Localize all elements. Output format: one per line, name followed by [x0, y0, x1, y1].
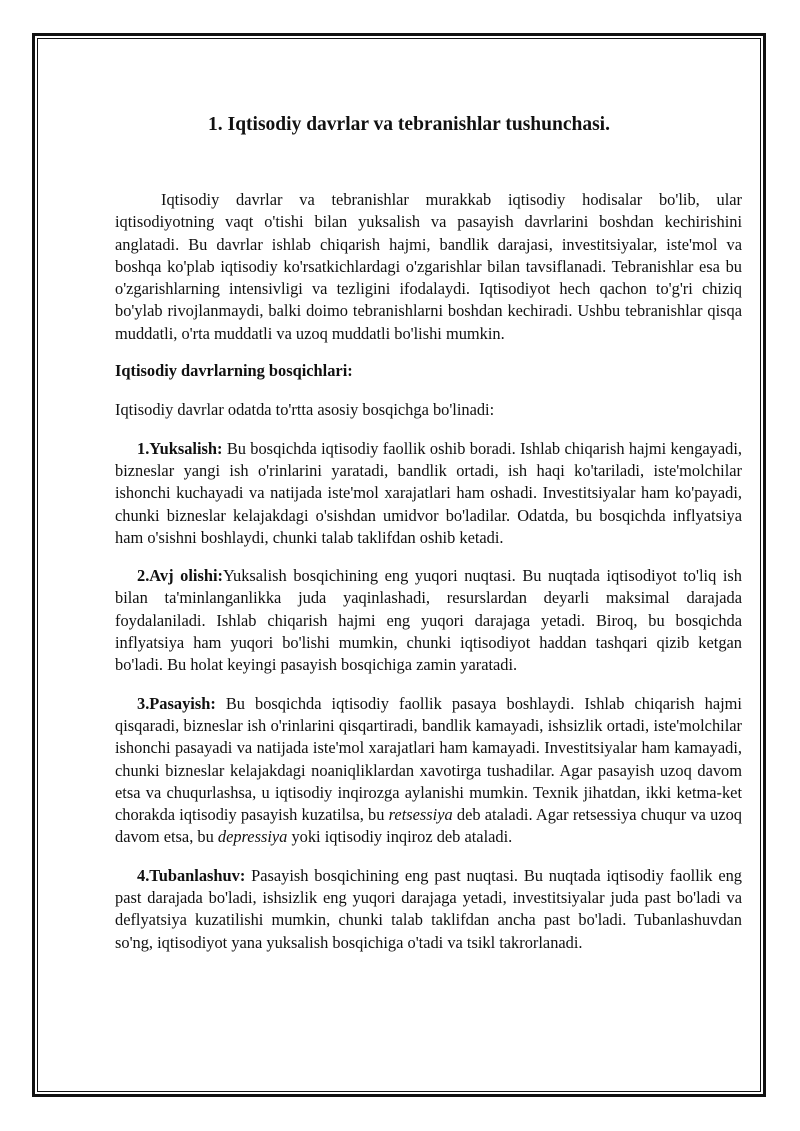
intro-paragraph: Iqtisodiy davrlar va tebranishlar murakkab iqtisodiy hodisalar bo'lib, ular iqtisodiyotning vaqt o'tishi bilan yuksalish va pasayish davrlarini boshdan kechirishini anglatadi. Bu davrlar ishlab chiqarish hajmi, bandlik darajasi, investitsiyalar, iste'mol va boshqa ko'plab iqtisodiy ko'rsatkichlardagi o'zgarishlar bilan tavsiflanadi. Tebranishlar esa bu o'zgarishlarning intensivligi va tezligini ifodalaydi. Iqtisodiyot hech qachon to'g'ri chiziq bo'ylab rivojlanmaydi, balki doimo tebranishlarni boshdan kechiradi. Ushbu tebranishlar qisqa muddatli, o'rta muddatli va uzoq muddatli bo'lishi mumkin. — [115, 190, 742, 343]
stage-text: Bu bosqichda iqtisodiy faollik pasaya boshlaydi. Ishlab chiqarish hajmi qisqaradi, bizneslar ish o'rinlarini qisqartiradi, bandlik kamayadi, ishsizlik ortadi, iste'molchilar ishonchi pasayadi va natijada iste'mol xarajatlari ham kamayadi. Investitsiyalar ham kamayadi, chunki bizneslar kelajakdagi noaniqliklardan xavotirga tushadilar. Agar pasayish uzoq davom etsa va chuqurlashsa, u iqtisodiy inqirozga aylanishi mumkin. Texnik jihatdan, ikki ketma-ket chorakda iqtisodiy pasayish kuzatilsa, bu — [115, 693, 742, 825]
document-body — [115, 100, 742, 954]
stage-text: Pasayish bosqichining eng past nuqtasi. Bu nuqtada iqtisodiy faollik eng past darajada bo'ladi, ishsizlik eng yuqori darajaga yetadi, investitsiyalar juda past bo'ladi va deflyatsiya kuzatilishi mumkin, chunki talab taklifdan ancha past bo'ladi. Tubanlashuvdan so'ng, iqtisodiyot yana yuksalish bosqichiga o'tadi va tsikl takrorlanadi. — [115, 865, 742, 952]
section-heading: Iqtisodiy davrlarning bosqichlari: — [115, 361, 353, 381]
stage-text: Bu bosqichda iqtisodiy faollik oshib boradi. Ishlab chiqarish hajmi kengayadi, bizneslar yangi ish o'rinlarini yaratadi, bandlik ortadi, ish haqi ko'tariladi, iste'molchilar ishonchi kuchayadi va natijada iste'mol xarajatlari ham oshadi. Investitsiyalar ham ko'payadi, chunki bizneslar kelajakdagi o'sishdan umidvor bo'ladilar. Odatda, bu bosqichda inflyatsiya ham o'sishni boshlaydi, chunki talab taklifdan oshib ketadi. — [115, 438, 742, 547]
stage-label: 3.Pasayish: — [137, 693, 216, 713]
stage-pasayish — [115, 693, 742, 849]
term-retsessiya: retsessiya — [388, 805, 453, 825]
stage-label: 4.Tubanlashuv: — [137, 865, 246, 885]
stage-label: 1.Yuksalish: — [137, 438, 223, 458]
term-depressiya: depressiya — [217, 827, 288, 847]
stage-yuksalish — [115, 438, 742, 549]
stage-text: yoki iqtisodiy inqiroz deb ataladi. — [287, 827, 513, 847]
stage-text: deb ataladi. Agar retsessiya chuqur va uzoq davom etsa, bu — [115, 805, 742, 847]
stage-text: Yuksalish bosqichining eng yuqori nuqtasi. Bu nuqtada iqtisodiyot to'liq ish bilan ta'minlanganlikka juda yaqinlashadi, resurslardan deyarli maksimal darajada foydalaniladi. Ishlab chiqarish hajmi eng yuqori darajaga yetadi. Biroq, bu bosqichda inflyatsiya ham yuqori bo'lishi mumkin, chunki iqtisodiyot haddan tashqari qizib ketgan bo'ladi. Bu holat keyingi pasayish bosqichiga zamin yaratadi. — [115, 566, 742, 675]
title-text: Iqtisodiy davrlar va tebranishlar tushunchasi. — [227, 114, 610, 135]
stage-tubanlashuv — [115, 865, 742, 954]
document-title — [208, 113, 742, 137]
title-number: 1. — [208, 114, 223, 135]
stage-label: 2.Avj olishi: — [137, 566, 223, 586]
stage-avj-olishi — [115, 565, 742, 676]
lead-paragraph: Iqtisodiy davrlar odatda to'rtta asosiy bosqichga bo'linadi: — [115, 400, 495, 420]
